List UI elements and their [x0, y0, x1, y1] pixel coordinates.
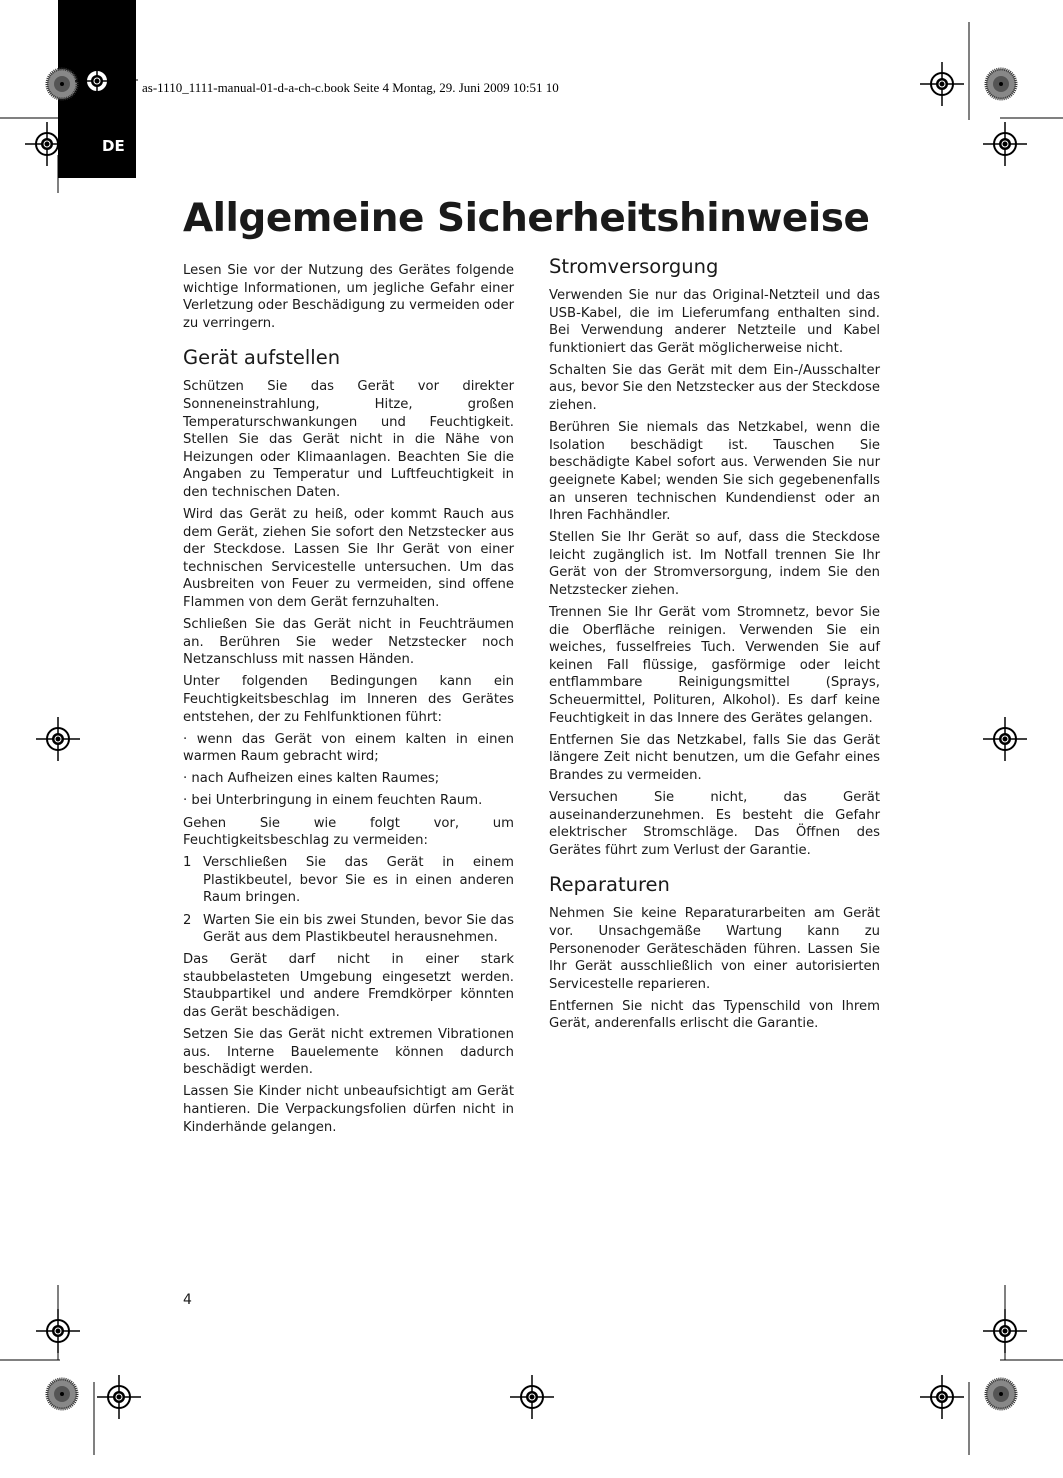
paragraph: Stellen Sie Ihr Gerät so auf, dass die Steckdose leicht zugänglich ist. Im Notfall trennen Sie Ihr Gerät von der Stromversorgung, indem Sie den Netzstecker ziehen. [549, 530, 880, 598]
bullet-item: · bei Unterbringung in einem feuchten Raum. [183, 793, 483, 809]
color-target-icon [986, 69, 1016, 99]
paragraph: Entfernen Sie nicht das Typenschild von Ihrem Gerät, anderenfalls erlischt die Garantie. [549, 998, 880, 1032]
paragraph: Versuchen Sie nicht, das Gerät auseinanderzunehmen. Es besteht die Gefahr elektrischer Stromschläge. Das Öffnen des Gerätes führt zum Verlust der Garantie. [549, 790, 880, 858]
bullet-item: · nach Aufheizen eines kalten Raumes; [183, 771, 440, 787]
paragraph: Unter folgenden Bedingungen kann ein Feuchtigkeitsbeschlag im Inneren des Gerätes entstehen, der zu Fehlfunktionen führt: [183, 674, 514, 725]
page-title: Allgemeine Sicherheitshinweise [183, 196, 870, 241]
registration-mark-icon [983, 1309, 1027, 1353]
paragraph: Verwenden Sie nur das Original-Netzteil und das USB-Kabel, die im Lieferumfang enthalten sind. Bei Verwendung anderer Netzteile und Kabel funktioniert das Gerät möglicherweise nicht. [549, 288, 880, 356]
registration-mark-icon [36, 1309, 80, 1353]
step-number: 1 [183, 855, 192, 871]
color-target-icon [986, 1379, 1016, 1409]
section-heading: Reparaturen [549, 873, 670, 897]
page-number: 4 [183, 1292, 192, 1308]
registration-mark-icon [97, 1375, 141, 1419]
paragraph: Schützen Sie das Gerät vor direkter Sonneneinstrahlung, Hitze, großen Temperaturschwankungen und Feuchtigkeit. Stellen Sie das Gerät nicht in die Nähe von Heizungen oder Klimaanlagen. Beachten Sie die Angaben zu Temperatur und Luftfeuchtigkeit in den technischen Daten. [183, 379, 514, 500]
paragraph: Lassen Sie Kinder nicht unbeaufsichtigt am Gerät hantieren. Die Verpackungsfolien dürfen nicht in Kinderhände gelangen. [183, 1084, 514, 1135]
step-text: Warten Sie ein bis zwei Stunden, bevor Sie das Gerät aus dem Plastikbeutel herausnehmen. [203, 912, 514, 946]
registration-mark-icon [983, 122, 1027, 166]
paragraph: Berühren Sie niemals das Netzkabel, wenn die Isolation beschädigt ist. Tauschen Sie beschädigte Kabel sofort aus. Verwenden Sie nur geeignete Kabel; wenden Sie sich gegebenenfalls an unseren technischen Kundendienst oder an Ihren Fachhändler. [549, 420, 880, 524]
paragraph: Setzen Sie das Gerät nicht extremen Vibrationen aus. Interne Bauelemente können dadurch beschädigt werden. [183, 1027, 514, 1078]
paragraph: Gehen Sie wie folgt vor, um Feuchtigkeitsbeschlag zu vermeiden: [183, 815, 514, 849]
registration-mark-icon [36, 717, 80, 761]
right-column [549, 255, 880, 1038]
paragraph: Schließen Sie das Gerät nicht in Feuchträumen an. Berühren Sie weder Netzstecker noch Netzanschluss mit nassen Händen. [183, 617, 514, 668]
paragraph: Entfernen Sie das Netzkabel, falls Sie das Gerät längere Zeit nicht benutzen, um die Gefahr eines Brandes zu vermeiden. [549, 732, 880, 783]
registration-mark-icon [510, 1375, 554, 1419]
paragraph: Nehmen Sie keine Reparaturarbeiten am Gerät vor. Unsachgemäße Wartung kann zu Personenoder Geräteschäden führen. Lassen Sie Ihr Gerät ausschließlich von einer autorisierten Servicestelle reparieren. [549, 906, 880, 992]
registration-mark-icon [25, 122, 69, 166]
numbered-step [183, 854, 514, 907]
language-label: DE [102, 137, 125, 155]
numbered-step [183, 912, 514, 947]
bullet-item: · wenn das Gerät von einem kalten in einen warmen Raum gebracht wird; [183, 731, 514, 765]
registration-mark-icon [920, 62, 964, 106]
registration-mark-icon [920, 1375, 964, 1419]
paragraph: Das Gerät darf nicht in einer stark staubbelasteten Umgebung eingesetzt werden. Staubpartikel und andere Fremdkörper könnten das Gerät beschädigen. [183, 952, 514, 1020]
registration-mark-icon [983, 717, 1027, 761]
left-column [183, 262, 514, 1141]
step-number: 2 [183, 912, 192, 928]
print-slug: as-1110_1111-manual-01-d-a-ch-c.book Seite 4 Montag, 29. Juni 2009 10:51 10 [142, 80, 559, 95]
intro-paragraph: Lesen Sie vor der Nutzung des Gerätes folgende wichtige Informationen, um jegliche Gefahr einer Verletzung oder Beschädigung zu vermeiden oder zu verringern. [183, 263, 514, 331]
color-target-icon [47, 69, 77, 99]
step-text: Verschließen Sie das Gerät in einem Plastikbeutel, bevor Sie es in einen anderen Raum bringen. [203, 855, 514, 906]
section-heading: Stromversorgung [549, 255, 719, 278]
paragraph: Schalten Sie das Gerät mit dem Ein-/Ausschalter aus, bevor Sie den Netzstecker aus der Steckdose ziehen. [549, 362, 880, 414]
color-target-icon [47, 1379, 77, 1409]
paragraph: Trennen Sie Ihr Gerät vom Stromnetz, bevor Sie die Oberfläche reinigen. Verwenden Sie ein weiches, fusselfreies Tuch. Verwenden Sie auf keinen Fall flüssige, gasförmige oder leicht entflammbare Reinigungsmittel (Sprays, Scheuermittel, Polituren, Alkohol). Es darf keine Feuchtigkeit in das Innere des Gerätes gelangen. [549, 605, 880, 726]
paragraph: Wird das Gerät zu heiß, oder kommt Rauch aus dem Gerät, ziehen Sie sofort den Netzstecker aus der Steckdose. Lassen Sie Ihr Gerät von einer technischen Servicestelle untersuchen. Um das Ausbreiten von Feuer zu vermeiden, sind offene Flammen von dem Gerät fernzuhalten. [183, 507, 514, 610]
section-heading: Gerät aufstellen [183, 346, 341, 370]
registration-mark-icon [75, 59, 119, 103]
